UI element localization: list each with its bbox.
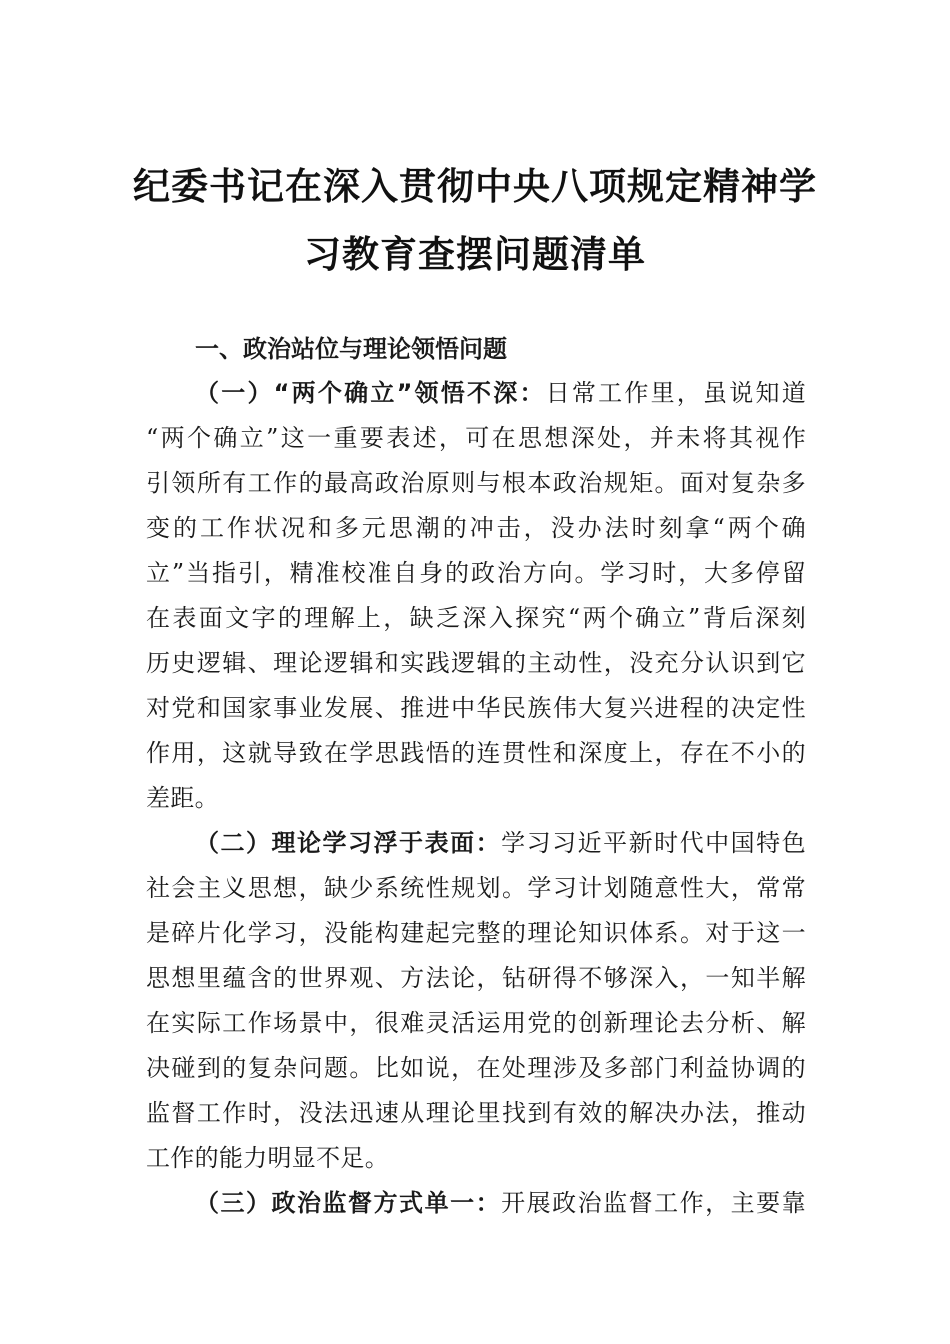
paragraph-line: 是碎片化学习，没能构建起完整的理论知识体系。对于这一	[146, 919, 806, 947]
paragraph-line: 工作的能力明显不足。	[146, 1144, 389, 1172]
item-lead: （二）理论学习浮于表面：	[195, 829, 502, 857]
item-lead: （一）“两个确立”领悟不深：	[195, 379, 546, 407]
paragraph-line: 在表面文字的理解上，缺乏深入探究“两个确立”背后深刻	[146, 604, 806, 632]
paragraph-line: 监督工作时，没法迅速从理论里找到有效的解决办法，推动	[146, 1099, 806, 1127]
paragraph-line: 决碰到的复杂问题。比如说，在处理涉及多部门利益协调的	[146, 1054, 806, 1082]
section-heading: 一、政治站位与理论领悟问题	[195, 335, 507, 363]
paragraph-line	[195, 828, 806, 858]
paragraph-line	[195, 378, 806, 408]
paragraph-line: 历史逻辑、理论逻辑和实践逻辑的主动性，没充分认识到它	[146, 649, 806, 677]
document-title-line-1: 纪委书记在深入贯彻中央八项规定精神学	[133, 164, 817, 208]
paragraph-line: 立”当指引，精准校准自身的政治方向。学习时，大多停留	[146, 559, 806, 587]
paragraph-line: “两个确立”这一重要表述，可在思想深处，并未将其视作	[146, 424, 806, 452]
document-title-line-2: 习教育查摆问题清单	[304, 232, 646, 276]
paragraph-line: 在实际工作场景中，很难灵活运用党的创新理论去分析、解	[146, 1009, 806, 1037]
paragraph-line: 思想里蕴含的世界观、方法论，钻研得不够深入，一知半解	[146, 964, 806, 992]
paragraph-line	[195, 1188, 806, 1218]
paragraph-line: 变的工作状况和多元思潮的冲击，没办法时刻拿“两个确	[146, 514, 806, 542]
item-text: 开展政治监督工作，主要靠	[501, 1189, 806, 1217]
item-lead: （三）政治监督方式单一：	[195, 1189, 502, 1217]
paragraph-line: 社会主义思想，缺少系统性规划。学习计划随意性大，常常	[146, 874, 806, 902]
paragraph-line: 作用，这就导致在学思践悟的连贯性和深度上，存在不小的	[146, 739, 806, 767]
paragraph-line: 引领所有工作的最高政治原则与根本政治规矩。面对复杂多	[146, 469, 806, 497]
item-text: 学习习近平新时代中国特色	[501, 829, 806, 857]
paragraph-line: 对党和国家事业发展、推进中华民族伟大复兴进程的决定性	[146, 694, 806, 722]
paragraph-line: 差距。	[146, 784, 219, 812]
item-text: 日常工作里，虽说知道	[545, 379, 807, 407]
